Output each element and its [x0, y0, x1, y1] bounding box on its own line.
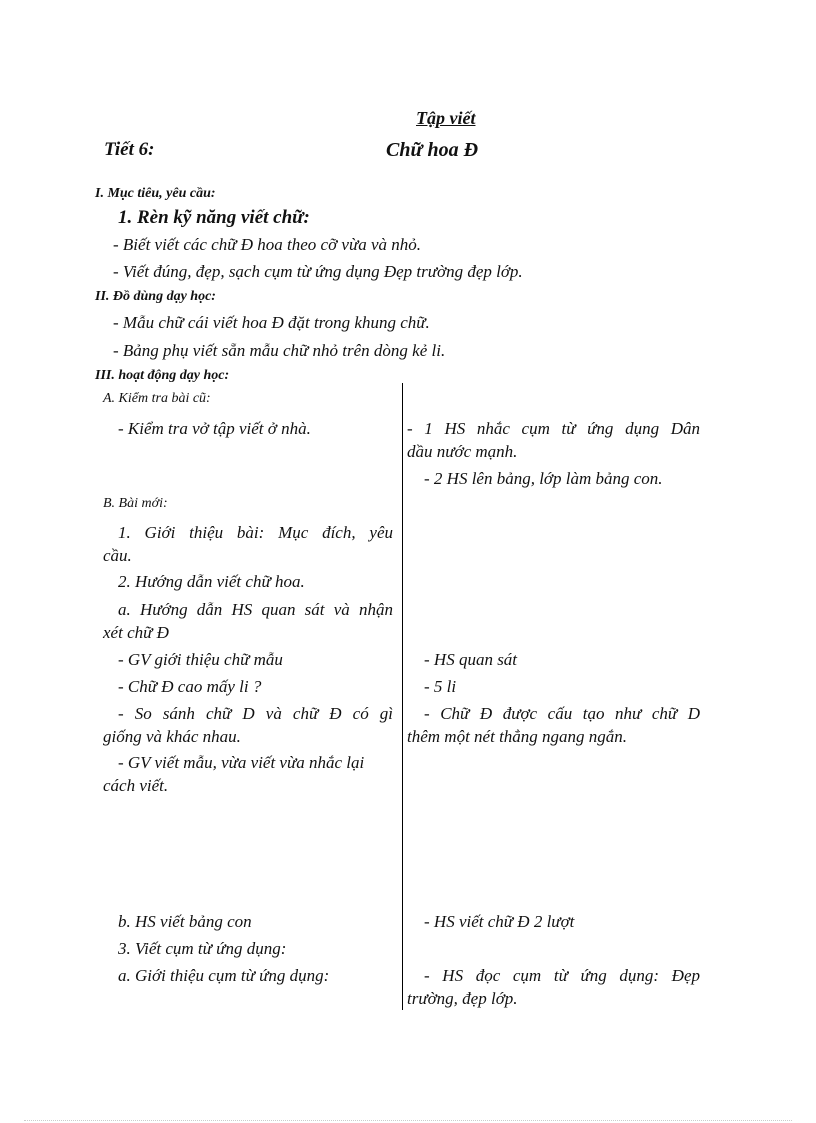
left-phrase-intro: a. Giới thiệu cụm từ ứng dụng: [118, 966, 330, 985]
part-b-heading: B. Bài mới: [103, 496, 168, 511]
left-compare-line1: - So sánh chữ D và chữ Đ có gì [118, 704, 393, 723]
skill-heading: 1. Rèn kỹ năng viết chữ: [118, 207, 310, 228]
left-gv-write-line2: cách viết. [103, 776, 169, 795]
footer-rule [24, 1120, 792, 1121]
part-a-heading: A. Kiểm tra bài cũ: [103, 391, 211, 406]
material-item: - Mẫu chữ cái viết hoa Đ đặt trong khung chữ. [113, 313, 430, 332]
right-write-twice: - HS viết chữ Đ 2 lượt [424, 912, 575, 931]
right-height-answer: - 5 li [424, 677, 457, 696]
left-intro-line1: 1. Giới thiệu bài: Mục đích, yêu [118, 523, 393, 542]
lesson-number: Tiết 6: [104, 139, 155, 160]
material-item: - Bảng phụ viết sẵn mẫu chữ nhỏ trên dòng kẻ li. [113, 341, 446, 360]
right-read-line1: - HS đọc cụm từ ứng dụng: Đẹp [424, 966, 700, 985]
right-read-line2: trường, đẹp lớp. [407, 989, 518, 1008]
left-phrase-heading: 3. Viết cụm từ ứng dụng: [118, 939, 287, 958]
right-recall-line1: - 1 HS nhắc cụm từ ứng dụng Dân [407, 419, 700, 438]
left-gv-intro: - GV giới thiệu chữ mẫu [118, 650, 283, 669]
section-objectives-heading: I. Mục tiêu, yêu cầu: [95, 186, 216, 201]
left-gv-write-line1: - GV viết mẫu, vừa viết vừa nhắc lại [118, 753, 365, 772]
subject-title: Tập viết [416, 108, 476, 128]
left-observe-line1: a. Hướng dẫn HS quan sát và nhận [118, 600, 393, 619]
left-compare-line2: giống và khác nhau. [103, 727, 241, 746]
objective-item: - Viết đúng, đẹp, sạch cụm từ ứng dụng Đẹp trường đẹp lớp. [113, 262, 523, 281]
right-compare-line2: thêm một nét thẳng ngang ngắn. [407, 727, 628, 746]
left-observe-line2: xét chữ Đ [103, 623, 169, 642]
column-divider [402, 383, 403, 1010]
lesson-title: Chữ hoa Đ [386, 139, 479, 161]
left-guide-upper: 2. Hướng dẫn viết chữ hoa. [118, 572, 305, 591]
section-materials-heading: II. Đồ dùng dạy học: [95, 289, 216, 304]
objective-item: - Biết viết các chữ Đ hoa theo cỡ vừa và nhỏ. [113, 235, 422, 254]
left-check-homework: - Kiểm tra vở tập viết ở nhà. [118, 419, 311, 438]
right-compare-line1: - Chữ Đ được cấu tạo như chữ D [424, 704, 700, 723]
left-height-question: - Chữ Đ cao mấy li ? [118, 677, 262, 696]
left-intro-line2: cầu. [103, 546, 132, 565]
right-board-write: - 2 HS lên bảng, lớp làm bảng con. [424, 469, 663, 488]
right-observe: - HS quan sát [424, 650, 518, 669]
left-board: b. HS viết bảng con [118, 912, 252, 931]
right-recall-line2: dầu nước mạnh. [407, 442, 518, 461]
section-activities-heading: III. hoạt động dạy học: [95, 368, 230, 383]
